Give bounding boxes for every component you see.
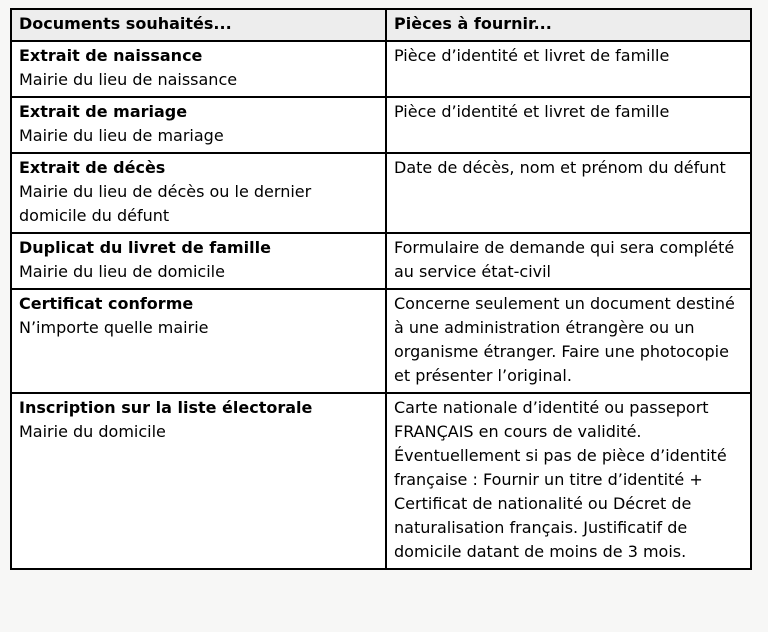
column-header-pieces: Pièces à fournir... bbox=[386, 9, 751, 41]
document-title: Certificat conforme bbox=[19, 294, 194, 313]
document-title: Extrait de naissance bbox=[19, 46, 203, 65]
pieces-text: Carte nationale d’identité ou passeport FRANÇAIS en cours de validité. Éventuellement si pas de pièce d’identité française : Fournir un titre d’identité + Certificat de nationalité ou Décret de naturalisation français. Justificatif de domicile datant de moins de 3 mois. bbox=[394, 398, 727, 561]
table-row bbox=[11, 41, 751, 97]
document-cell bbox=[11, 233, 386, 289]
document-office: Mairie du lieu de mariage bbox=[19, 126, 224, 145]
document-title: Extrait de mariage bbox=[19, 102, 188, 121]
pieces-cell bbox=[386, 97, 751, 153]
pieces-text: Formulaire de demande qui sera complété au service état-civil bbox=[394, 238, 735, 281]
pieces-text: Date de décès, nom et prénom du défunt bbox=[394, 158, 726, 177]
document-cell bbox=[11, 393, 386, 569]
document-title: Inscription sur la liste électorale bbox=[19, 398, 313, 417]
document-office: Mairie du domicile bbox=[19, 422, 166, 441]
pieces-cell bbox=[386, 289, 751, 393]
document-cell bbox=[11, 41, 386, 97]
table-row bbox=[11, 289, 751, 393]
table-row bbox=[11, 393, 751, 569]
document-title: Extrait de décès bbox=[19, 158, 166, 177]
pieces-cell bbox=[386, 393, 751, 569]
document-cell bbox=[11, 289, 386, 393]
document-office: N’importe quelle mairie bbox=[19, 318, 209, 337]
table-row bbox=[11, 153, 751, 233]
table-header bbox=[11, 9, 751, 41]
document-office: Mairie du lieu de naissance bbox=[19, 70, 238, 89]
table-row bbox=[11, 97, 751, 153]
pieces-text: Pièce d’identité et livret de famille bbox=[394, 46, 670, 65]
document-title: Duplicat du livret de famille bbox=[19, 238, 271, 257]
document-office: Mairie du lieu de décès ou le dernier domicile du défunt bbox=[19, 182, 312, 225]
document-cell bbox=[11, 153, 386, 233]
document-cell bbox=[11, 97, 386, 153]
column-header-documents: Documents souhaités... bbox=[11, 9, 386, 41]
document-office: Mairie du lieu de domicile bbox=[19, 262, 225, 281]
pieces-text: Concerne seulement un document destiné à une administration étrangère ou un organisme étranger. Faire une photocopie et présenter l’original. bbox=[394, 294, 735, 385]
table-body bbox=[11, 41, 751, 569]
pieces-text: Pièce d’identité et livret de famille bbox=[394, 102, 670, 121]
pieces-cell bbox=[386, 153, 751, 233]
header-row bbox=[11, 9, 751, 41]
table-row bbox=[11, 233, 751, 289]
pieces-cell bbox=[386, 41, 751, 97]
documents-table bbox=[10, 8, 752, 570]
pieces-cell bbox=[386, 233, 751, 289]
